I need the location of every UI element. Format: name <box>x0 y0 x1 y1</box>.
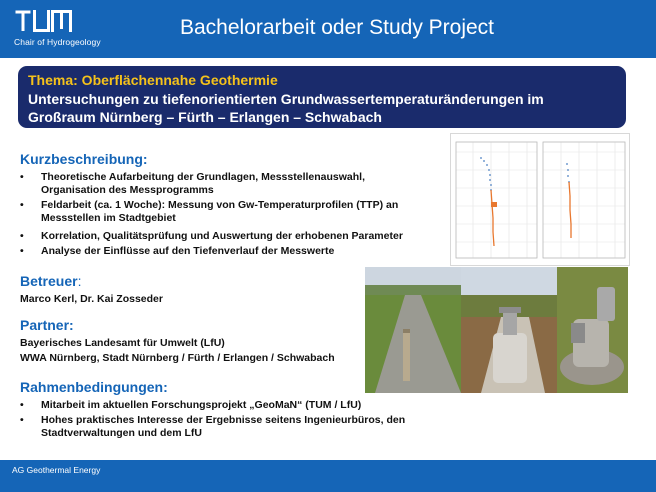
list-item-line: Hohes praktisches Interesse der Ergebnisse seitens Ingenieurbüros, den <box>41 414 406 426</box>
betreuer-names: Marco Kerl, Dr. Kai Zosseder <box>20 293 163 305</box>
profile-plots-svg <box>451 134 629 265</box>
bullet-icon: • <box>20 245 24 257</box>
chair-name: Chair of Hydrogeology <box>14 37 101 47</box>
topic-label: Thema: Oberflächennahe Geothermie <box>28 72 278 88</box>
header-bar <box>0 0 656 58</box>
list-item-line: Korrelation, Qualitätsprüfung und Auswertung der erhobenen Parameter <box>41 230 403 242</box>
topic-box <box>18 66 626 128</box>
list-item <box>20 245 440 258</box>
list-item-line: Messstellen im Stadtgebiet <box>41 212 176 224</box>
photo-field-path <box>365 267 461 393</box>
list-item <box>20 230 440 243</box>
list-item-line: Organisation des Messprogramms <box>41 184 214 196</box>
partner-line-2: WWA Nürnberg, Stadt Nürnberg / Fürth / Erlangen / Schwabach <box>20 352 335 364</box>
bullet-icon: • <box>20 399 24 411</box>
list-item <box>20 199 440 225</box>
list-item <box>20 399 450 412</box>
section-heading-kurzbeschreibung: Kurzbeschreibung: <box>20 151 148 167</box>
bullet-icon: • <box>20 230 24 242</box>
bullet-icon: • <box>20 171 24 183</box>
footer-bar <box>0 460 656 492</box>
topic-line-2: Großraum Nürnberg – Fürth – Erlangen – Schwabach <box>28 109 382 125</box>
partner-line-1: Bayerisches Landesamt für Umwelt (LfU) <box>20 337 225 349</box>
section-heading-rahmenbedingungen: Rahmenbedingungen: <box>20 379 168 395</box>
footer-text: AG Geothermal Energy <box>12 465 101 475</box>
bullet-icon: • <box>20 414 24 426</box>
photo-well-head <box>461 267 557 393</box>
slide-title: Bachelorarbeit oder Study Project <box>180 16 495 39</box>
photo-open-well-cap <box>557 267 628 393</box>
list-item-line: Stadtverwaltungen und dem LfU <box>41 427 203 439</box>
list-item-line: Analyse der Einflüsse auf den Tiefenverlauf der Messwerte <box>41 245 335 257</box>
betreuer-heading-colon: : <box>77 273 82 289</box>
tum-logo <box>14 10 72 32</box>
list-item <box>20 414 450 440</box>
betreuer-heading-text: Betreuer <box>20 273 78 289</box>
bullet-icon: • <box>20 199 24 211</box>
temperature-profile-plots <box>450 133 630 266</box>
section-heading-partner: Partner: <box>20 317 74 333</box>
list-item-line: Theoretische Aufarbeitung der Grundlagen, Messstellenauswahl, <box>41 171 366 183</box>
list-item-line: Mitarbeit im aktuellen Forschungsprojekt „GeoMaN“ (TUM / LfU) <box>41 399 362 411</box>
section-heading-betreuer <box>20 273 81 289</box>
topic-line-1: Untersuchungen zu tiefenorientierten Grundwassertemperaturänderungen im <box>28 91 544 107</box>
list-item-line: Feldarbeit (ca. 1 Woche): Messung von Gw-Temperaturprofilen (TTP) an <box>41 199 399 211</box>
list-item <box>20 171 440 197</box>
